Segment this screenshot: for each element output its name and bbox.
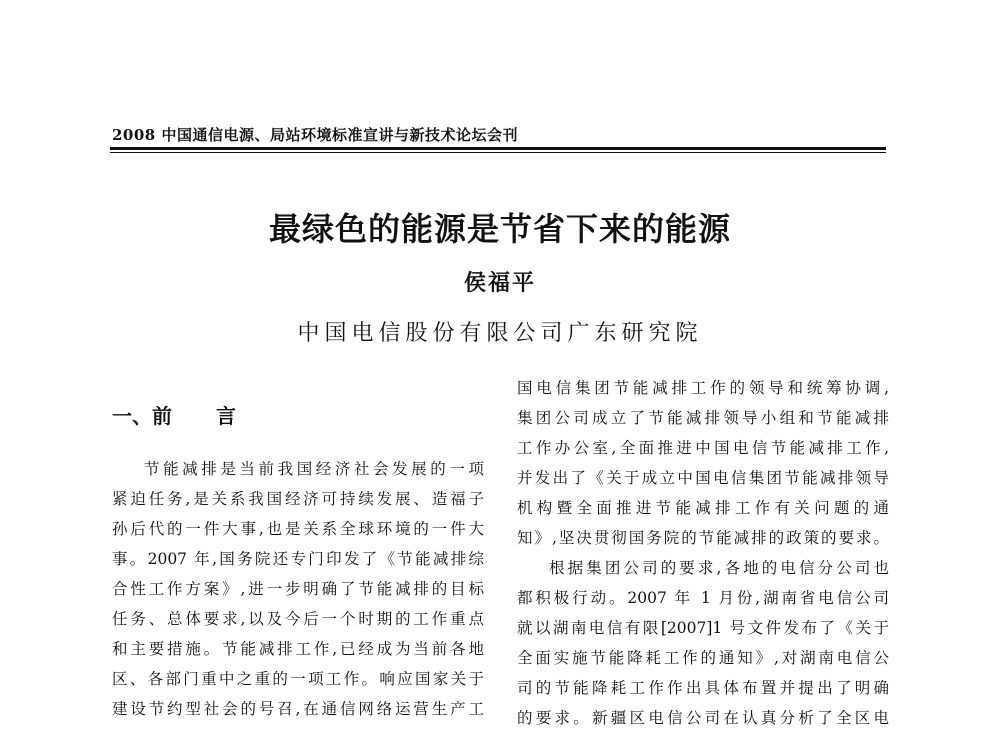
header-rule-thick bbox=[110, 147, 886, 150]
paragraph-line: 都积极行动。2007 年 1 月份,湖南省电信公司 bbox=[517, 589, 889, 607]
paragraph-line: 建设节约型社会的号召,在通信网络运营生产工 bbox=[112, 700, 484, 718]
paragraph-line: 事。2007 年,国务院还专门印发了《节能减排综 bbox=[112, 550, 484, 568]
journal-header: 2008 中国通信电源、局站环境标准宣讲与新技术论坛会刊 bbox=[112, 126, 518, 144]
paragraph-line: 根据集团公司的要求,各地的电信分公司也 bbox=[549, 559, 889, 577]
paragraph-line: 并发出了《关于成立中国电信集团节能减排领导 bbox=[517, 469, 889, 487]
paragraph-line: 司的节能降耗工作作出具体布置并提出了明确 bbox=[517, 679, 889, 697]
article-title: 最绿色的能源是节省下来的能源 bbox=[268, 210, 731, 248]
paragraph-line: 紧迫任务,是关系我国经济可持续发展、造福子 bbox=[112, 490, 484, 508]
paragraph-line: 节能减排是当前我国经济社会发展的一项 bbox=[144, 460, 484, 478]
paragraph-line: 和主要措施。节能减排工作,已经成为当前各地 bbox=[112, 640, 484, 658]
section-heading bbox=[112, 400, 236, 429]
section-char-1: 前 bbox=[152, 404, 172, 428]
paragraph-line: 孙后代的一件大事,也是关系全球环境的一件大 bbox=[112, 520, 484, 538]
paragraph-line: 任务、总体要求,以及今后一个时期的工作重点 bbox=[112, 610, 484, 628]
paragraph-line: 区、各部门重中之重的一项工作。响应国家关于 bbox=[112, 670, 484, 688]
author-name: 侯福平 bbox=[463, 270, 536, 296]
author-affiliation: 中国电信股份有限公司广东研究院 bbox=[297, 321, 703, 346]
section-char-2: 言 bbox=[216, 404, 236, 428]
paragraph-line: 的要求。新疆区电信公司在认真分析了全区电 bbox=[517, 709, 889, 727]
paragraph-line: 全面实施节能降耗工作的通知》,对湖南电信公 bbox=[517, 649, 889, 667]
section-number: 一、 bbox=[112, 404, 152, 428]
paragraph-line: 机构暨全面推进节能减排工作有关问题的通 bbox=[517, 499, 889, 517]
header-rule-thin bbox=[110, 152, 886, 153]
paragraph-line: 就以湖南电信有限[2007]1 号文件发布了《关于 bbox=[517, 619, 889, 637]
paragraph-line: 国电信集团节能减排工作的领导和统筹协调, bbox=[517, 379, 889, 397]
right-column bbox=[517, 373, 889, 733]
paragraph-line: 工作办公室,全面推进中国电信节能减排工作, bbox=[517, 439, 889, 457]
left-column bbox=[112, 454, 484, 724]
paragraph-line: 集团公司成立了节能减排领导小组和节能减排 bbox=[517, 409, 889, 427]
paragraph-line: 合性工作方案》,进一步明确了节能减排的目标 bbox=[112, 580, 484, 598]
paragraph-line: 知》,坚决贯彻国务院的节能减排的政策的要求。 bbox=[517, 529, 889, 547]
